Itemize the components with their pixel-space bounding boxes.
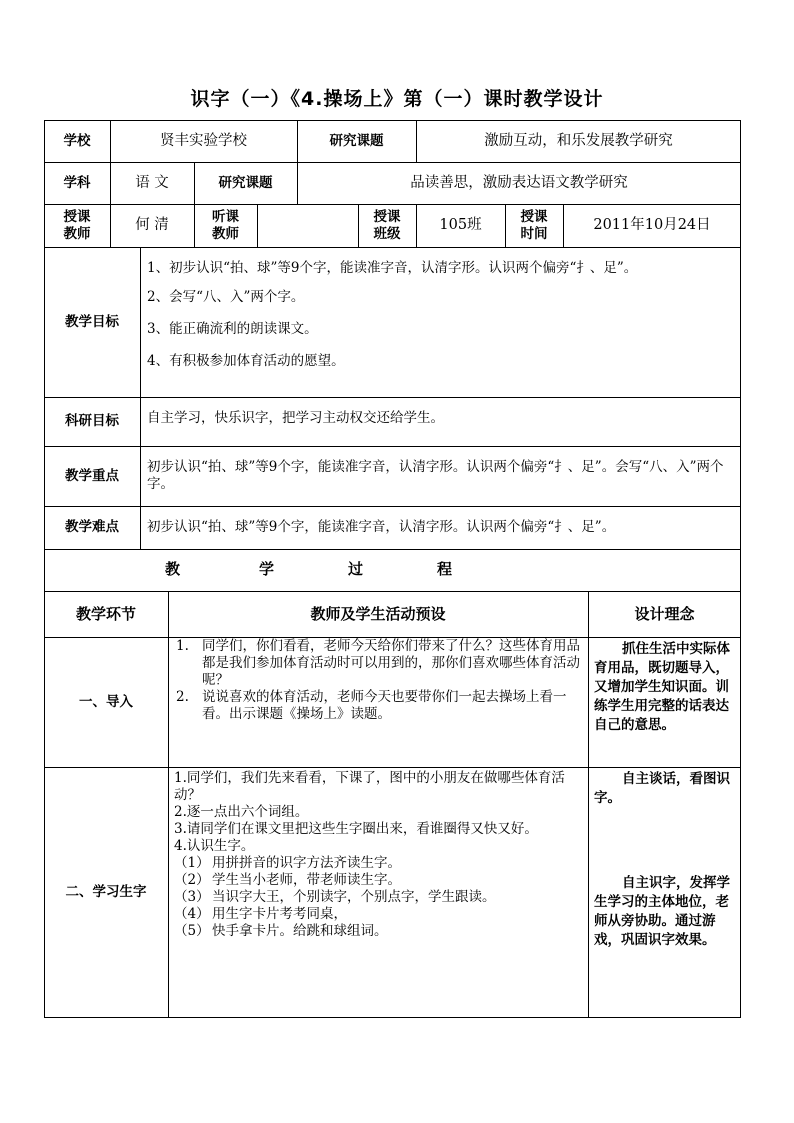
item-number: 1. [176, 638, 189, 654]
time-value: 2011年10月24日 [593, 217, 711, 233]
section1-concept: 抓住生活中实际体育用品，既切题导入，又增加学生知识面。训练学生用完整的话表达自己的意思。 [594, 641, 730, 733]
activity-line: 2.逐一点出六个词组。 [174, 804, 309, 820]
process-header [44, 549, 741, 591]
process-char: 教 [165, 560, 181, 578]
goal-item: 1、初步认识“拍、球”等9个字，能读准字音，认清字形。认识两个偏旁“扌、足”。 [147, 260, 638, 276]
section2-stage: 二、学习生字 [65, 884, 147, 900]
subject-value: 语 文 [135, 174, 169, 191]
research-topic-value-2: 品读善思，激励表达语文教学研究 [410, 174, 628, 191]
goals-label: 教学目标 [65, 313, 119, 330]
list-item [174, 923, 584, 940]
subject-label: 学科 [63, 174, 91, 191]
activity-line: 3.请同学们在课文里把这些生字圈出来，看谁圈得又快又好。 [174, 821, 538, 837]
research-text: 自主学习，快乐识字，把学习主动权交还给学生。 [147, 410, 444, 426]
item-text: 用拼拼音的识字方法齐读生字。 [212, 855, 401, 871]
section2-activity [174, 770, 584, 940]
school-label: 学校 [63, 132, 91, 149]
teacher-label: 授课 教师 [63, 208, 91, 242]
item-number: （3） [174, 889, 210, 905]
activity-column-header: 教师及学生活动预设 [310, 604, 446, 623]
section1-activity [176, 638, 582, 723]
process-char: 程 [437, 560, 453, 578]
key-points-text: 初步认识“拍、球”等9个字，能读准字音，认清字形。认识两个偏旁“扌、足”。会写“八、入”两个字。 [147, 459, 724, 492]
page-title: 识字（一）《4.操场上》第（一）课时教学设计 [190, 88, 604, 110]
time-label: 授课 时间 [520, 208, 548, 242]
item-number: （5） [174, 923, 210, 939]
concept-column-header: 设计理念 [634, 604, 695, 623]
research-label: 科研目标 [65, 413, 119, 429]
list-item [174, 889, 584, 906]
item-number: （1） [174, 855, 210, 871]
goal-item: 4、有积极参加体育活动的愿望。 [147, 353, 345, 369]
item-text: 同学们，你们看看，老师今天给你们带来了什么？这些体育用品都是我们参加体育活动时可以用到的，那你们喜欢哪些体育活动呢？ [202, 638, 580, 688]
research-topic-label: 研究课题 [329, 132, 384, 149]
item-text: 快手拿卡片。给跳和球组词。 [212, 923, 388, 939]
activity-line: 4.认识生字。 [174, 838, 255, 854]
goal-item: 2、会写“八、入”两个字。 [147, 289, 305, 305]
process-char: 过 [348, 560, 364, 578]
goals-list [147, 260, 735, 370]
section2-concept-2: 自主识字，发挥学生学习的主体地位，老师从旁协助。通过游戏，巩固识字效果。 [594, 875, 730, 948]
item-text: 当识字大王，个别读字，个别点字，学生跟读。 [212, 889, 496, 905]
item-number: （4） [174, 906, 210, 922]
item-number: 2. [176, 689, 189, 705]
key-points-label: 教学重点 [65, 467, 119, 484]
difficulty-label: 教学难点 [65, 519, 119, 535]
observer-label: 听课 教师 [212, 208, 239, 242]
item-number: （2） [174, 872, 210, 888]
item-text: 学生当小老师，带老师读生字。 [212, 872, 401, 888]
activity-line: 1.同学们，我们先来看看，下课了，图中的小朋友在做哪些体育活动？ [174, 770, 565, 803]
list-item [174, 906, 584, 923]
difficulty-text: 初步认识“拍、球”等9个字，能读准字音，认清字形。认识两个偏旁“扌、足”。 [147, 519, 616, 535]
research-topic-label-2: 研究课题 [218, 174, 273, 191]
school-value: 贤丰实验学校 [160, 132, 247, 149]
item-text: 用生字卡片考考同桌， [212, 906, 347, 922]
item-text: 说说喜欢的体育活动，老师今天也要带你们一起去操场上看一看。出示课题《操场上》读题。 [202, 689, 567, 722]
stage-column-header: 教学环节 [75, 604, 136, 623]
list-item [176, 638, 582, 689]
observer-value [257, 204, 358, 247]
class-label: 授课 班级 [373, 208, 401, 242]
list-item [174, 872, 584, 889]
process-char: 学 [259, 560, 275, 578]
list-item [174, 855, 584, 872]
list-item [176, 689, 582, 723]
goal-item: 3、能正确流利的朗读课文。 [147, 321, 318, 337]
teacher-value: 何 清 [135, 217, 169, 233]
research-topic-value: 激励互动，和乐发展教学研究 [484, 132, 673, 149]
class-value: 105班 [439, 217, 482, 233]
section1-stage: 一、导入 [79, 693, 133, 710]
section2-concept-1: 自主谈话，看图识字。 [594, 771, 730, 806]
